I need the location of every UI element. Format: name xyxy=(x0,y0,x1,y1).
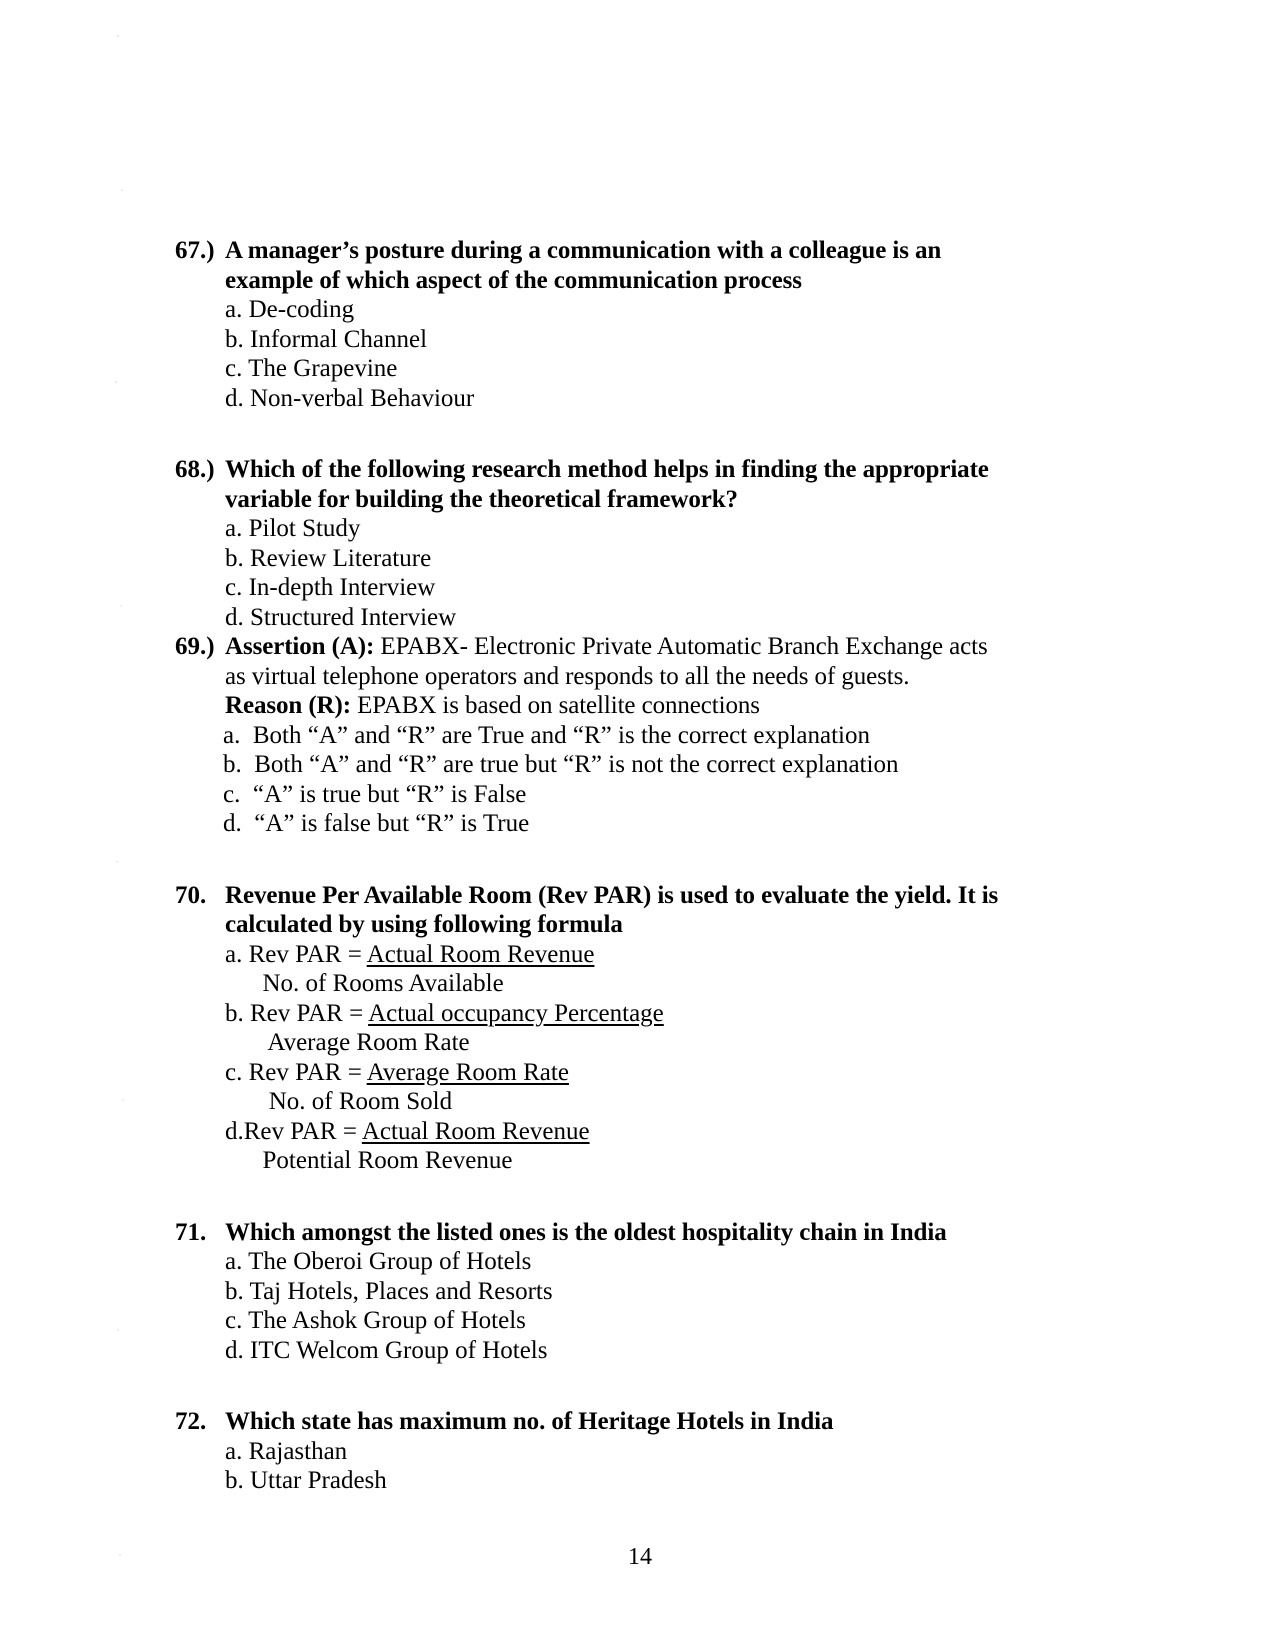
question-67-number: 67.) xyxy=(175,237,215,264)
formula-d-prefix: d.Rev PAR = xyxy=(225,1117,362,1145)
option-c[interactable]: c. “A” is true but “R” is False xyxy=(223,780,527,808)
question-68-number: 68.) xyxy=(175,456,215,483)
question-71-number: 71. xyxy=(175,1218,207,1246)
question-67-stem xyxy=(225,236,1055,295)
formula-a-denominator: No. of Rooms Available xyxy=(225,970,504,997)
formula-d-denominator: Potential Room Revenue xyxy=(225,1147,513,1174)
option-a[interactable]: a. Pilot Study xyxy=(225,515,361,542)
formula-option-b[interactable] xyxy=(175,999,1055,1058)
option-a[interactable]: a. De-coding xyxy=(225,296,355,323)
formula-a-numerator: Actual Room Revenue xyxy=(366,940,595,968)
question-72-stem xyxy=(225,1407,1055,1437)
question-69 xyxy=(175,632,1055,839)
formula-c-numerator: Average Room Rate xyxy=(366,1058,569,1086)
formula-option-d[interactable] xyxy=(175,1117,1055,1176)
spacer xyxy=(175,413,1055,455)
question-67-stem-line-1: A manager’s posture during a communication with a colleague is an xyxy=(225,237,942,264)
formula-option-a-line xyxy=(225,940,1055,970)
question-71-options xyxy=(175,1247,1055,1365)
option-b[interactable]: b. Informal Channel xyxy=(225,325,428,353)
assertion-label: Assertion (A): xyxy=(225,633,375,660)
question-68-stem xyxy=(225,455,1055,514)
question-68-head xyxy=(175,455,1055,514)
question-68-stem-line-2: variable for building the theoretical framework? xyxy=(225,485,738,513)
formula-d-numerator: Actual Room Revenue xyxy=(361,1117,590,1145)
question-68 xyxy=(175,455,1055,632)
formula-c-denominator: No. of Room Sold xyxy=(225,1088,453,1115)
spacer xyxy=(175,839,1055,881)
option-b[interactable]: b. Review Literature xyxy=(225,544,432,572)
question-69-number: 69.) xyxy=(175,633,215,660)
formula-option-a[interactable] xyxy=(175,940,1055,999)
formula-option-c-line xyxy=(225,1058,1055,1088)
question-69-stem xyxy=(225,632,1055,721)
page-number: 14 xyxy=(628,1544,652,1570)
question-67-head xyxy=(175,236,1055,295)
question-70 xyxy=(175,881,1055,1176)
assertion-text: EPABX- Electronic Private Automatic Branch Exchange acts xyxy=(374,633,988,660)
question-70-stem xyxy=(225,881,1055,940)
question-71-stem-line-1: Which amongst the listed ones is the oldest hospitality chain in India xyxy=(225,1218,947,1246)
formula-b-denominator: Average Room Rate xyxy=(225,1029,470,1056)
option-a[interactable]: a. The Oberoi Group of Hotels xyxy=(225,1248,532,1275)
option-d[interactable]: d. “A” is false but “R” is True xyxy=(223,810,530,837)
formula-option-b-line xyxy=(225,999,1055,1029)
question-72-head xyxy=(175,1407,1055,1437)
question-72 xyxy=(175,1407,1055,1496)
question-70-head xyxy=(175,881,1055,940)
question-71-head xyxy=(175,1218,1055,1248)
formula-b-prefix: b. Rev PAR = xyxy=(225,999,369,1027)
question-69-head xyxy=(175,632,1055,721)
question-70-number: 70. xyxy=(175,881,207,909)
option-a[interactable]: a. Rajasthan xyxy=(225,1437,348,1465)
question-70-stem-line-2: calculated by using following formula xyxy=(225,911,623,938)
formula-c-prefix: c. Rev PAR = xyxy=(225,1058,367,1086)
scan-speckle-artifact xyxy=(110,0,130,1651)
option-b[interactable]: b. Taj Hotels, Places and Resorts xyxy=(225,1277,553,1305)
question-72-stem-line-1: Which state has maximum no. of Heritage Hotels in India xyxy=(225,1408,834,1435)
reason-label: Reason (R): xyxy=(225,692,351,719)
formula-option-c[interactable] xyxy=(175,1058,1055,1117)
option-c[interactable]: c. The Grapevine xyxy=(225,355,398,382)
option-a[interactable]: a. Both “A” and “R” are True and “R” is the correct explanation xyxy=(223,721,870,749)
question-71-stem xyxy=(225,1218,1055,1248)
questions-container xyxy=(175,236,1055,1496)
option-b[interactable]: b. Both “A” and “R” are true but “R” is not the correct explanation xyxy=(223,751,899,778)
question-67-stem-line-2: example of which aspect of the communication process xyxy=(225,266,802,294)
assertion-line-2: as virtual telephone operators and responds to all the needs of guests. xyxy=(225,662,910,690)
question-67 xyxy=(175,236,1055,413)
question-68-stem-line-1: Which of the following research method helps in finding the appropriate xyxy=(225,456,989,483)
question-67-options xyxy=(175,295,1055,413)
question-69-options xyxy=(175,721,1055,839)
question-70-stem-line-1: Revenue Per Available Room (Rev PAR) is used to evaluate the yield. It is xyxy=(225,881,999,909)
option-c[interactable]: c. The Ashok Group of Hotels xyxy=(225,1307,526,1334)
option-d[interactable]: d. Non-verbal Behaviour xyxy=(225,384,475,412)
spacer xyxy=(175,1176,1055,1218)
question-68-options xyxy=(175,514,1055,632)
option-b[interactable]: b. Uttar Pradesh xyxy=(225,1467,387,1494)
option-c[interactable]: c. In-depth Interview xyxy=(225,574,436,601)
question-72-options xyxy=(175,1437,1055,1496)
formula-b-numerator: Actual occupancy Percentage xyxy=(368,999,664,1027)
reason-text: EPABX is based on satellite connections xyxy=(350,692,760,719)
question-71 xyxy=(175,1218,1055,1366)
formula-option-d-line xyxy=(225,1117,1055,1147)
formula-a-prefix: a. Rev PAR = xyxy=(225,940,367,968)
option-d[interactable]: d. Structured Interview xyxy=(225,603,457,631)
spacer xyxy=(175,1365,1055,1407)
question-72-number: 72. xyxy=(175,1408,207,1435)
option-d[interactable]: d. ITC Welcom Group of Hotels xyxy=(225,1336,548,1364)
